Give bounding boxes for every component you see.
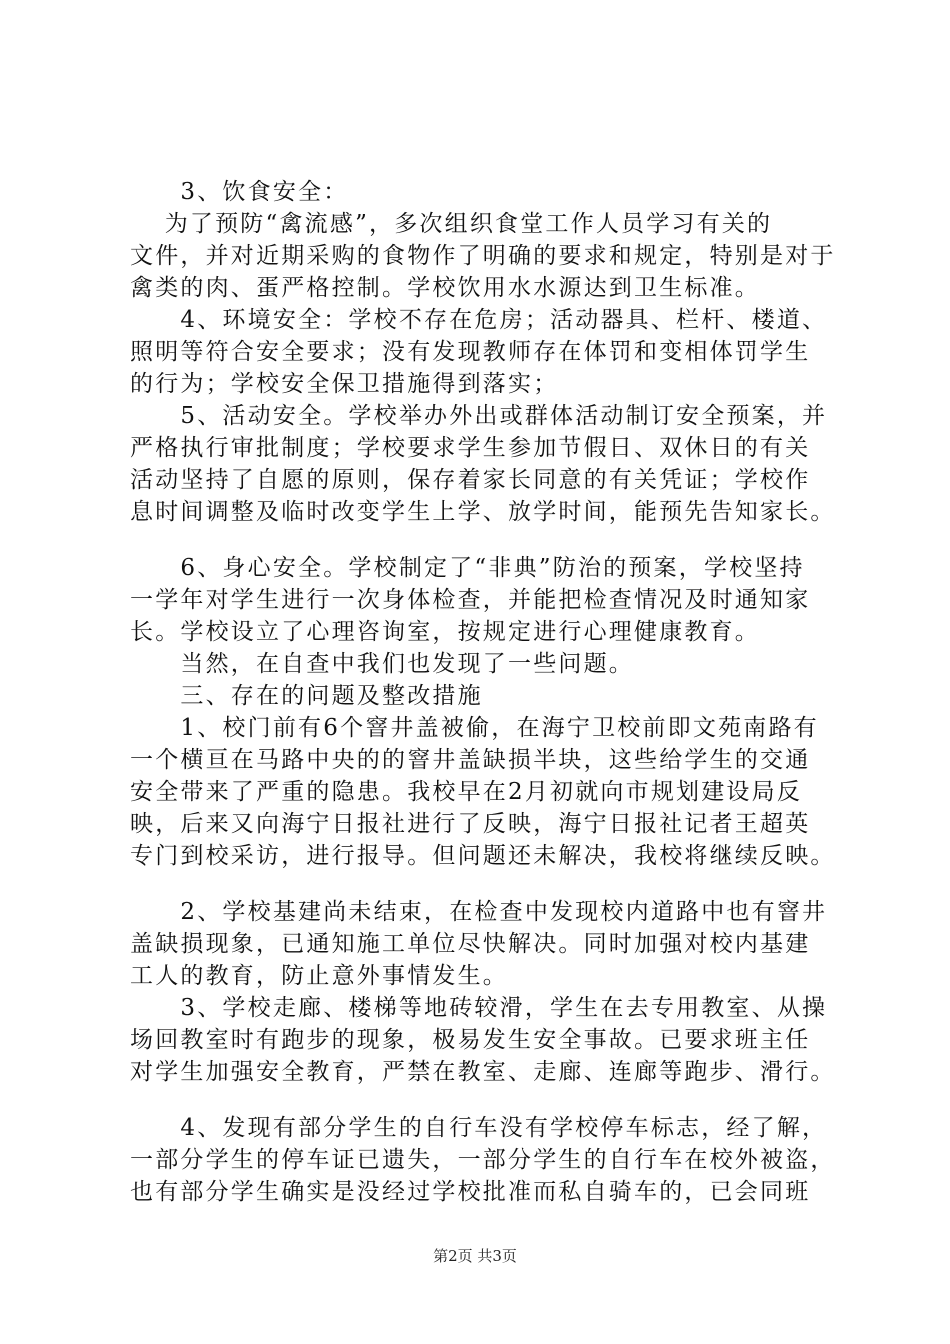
text-line: 5、活动安全。学校举办外出或群体活动制订安全预案，并 [130, 403, 828, 429]
text-line: 的行为；学校安全保卫措施得到落实； [130, 371, 559, 397]
text-line: 一部分学生的停车证已遗失，一部分学生的自行车在校外被盗， [130, 1147, 836, 1173]
text-line: 3、学校走廊、楼梯等地砖较滑，学生在去专用教室、从操 [130, 995, 828, 1021]
text-line: 照明等符合安全要求；没有发现教师存在体罚和变相体罚学生 [130, 339, 811, 365]
text-line: 一学年对学生进行一次身体检查，并能把检查情况及时通知家 [130, 587, 811, 613]
text-line: 2、学校基建尚未结束，在检查中发现校内道路中也有窨井 [130, 899, 828, 925]
text-line: 1、校门前有6个窨井盖被偷，在海宁卫校前即文苑南路有 [130, 715, 819, 741]
text-line: 长。学校设立了心理咨询室，按规定进行心理健康教育。 [130, 619, 760, 645]
text-line: 映，后来又向海宁日报社进行了反映，海宁日报社记者王超英 [130, 811, 811, 837]
text-line: 安全带来了严重的隐患。我校早在2月初就向市规划建设局反 [130, 779, 803, 805]
text-line: 严格执行审批制度；学校要求学生参加节假日、双休日的有关 [130, 435, 811, 461]
text-line: 息时间调整及临时改变学生上学、放学时间，能预先告知家长。 [130, 499, 836, 525]
text-line: 当然，在自查中我们也发现了一些问题。 [130, 651, 634, 677]
text-line: 3、饮食安全： [130, 179, 349, 205]
text-line: 对学生加强安全教育，严禁在教室、走廊、连廊等跑步、滑行。 [130, 1059, 836, 1085]
text-line: 活动坚持了自愿的原则，保存着家长同意的有关凭证；学校作 [130, 467, 811, 493]
page-number: 第2页 共3页 [433, 1247, 517, 1265]
section-heading: 三、存在的问题及整改措施 [130, 683, 483, 709]
text-line: 盖缺损现象，已通知施工单位尽快解决。同时加强对校内基建 [130, 931, 811, 957]
text-line: 一个横亘在马路中央的的窨井盖缺损半块，这些给学生的交通 [130, 747, 811, 773]
text-line: 4、发现有部分学生的自行车没有学校停车标志，经了解， [130, 1115, 828, 1141]
text-line: 专门到校采访，进行报导。但问题还未解决，我校将继续反映。 [130, 843, 836, 869]
text-line: 工人的教育，防止意外事情发生。 [130, 963, 508, 989]
text-line: 禽类的肉、蛋严格控制。学校饮用水水源达到卫生标准。 [130, 275, 760, 301]
text-line: 6、身心安全。学校制定了“非典”防治的预案，学校坚持 [130, 555, 805, 581]
text-line: 为了预防“禽流感”，多次组织食堂工作人员学习有关的 [130, 211, 773, 237]
text-line: 文件，并对近期采购的食物作了明确的要求和规定，特别是对于 [130, 243, 836, 269]
text-line: 4、环境安全：学校不存在危房；活动器具、栏杆、楼道、 [130, 307, 828, 333]
text-line: 场回教室时有跑步的现象，极易发生安全事故。已要求班主任 [130, 1027, 811, 1053]
text-line: 也有部分学生确实是没经过学校批准而私自骑车的，已会同班 [130, 1179, 811, 1205]
